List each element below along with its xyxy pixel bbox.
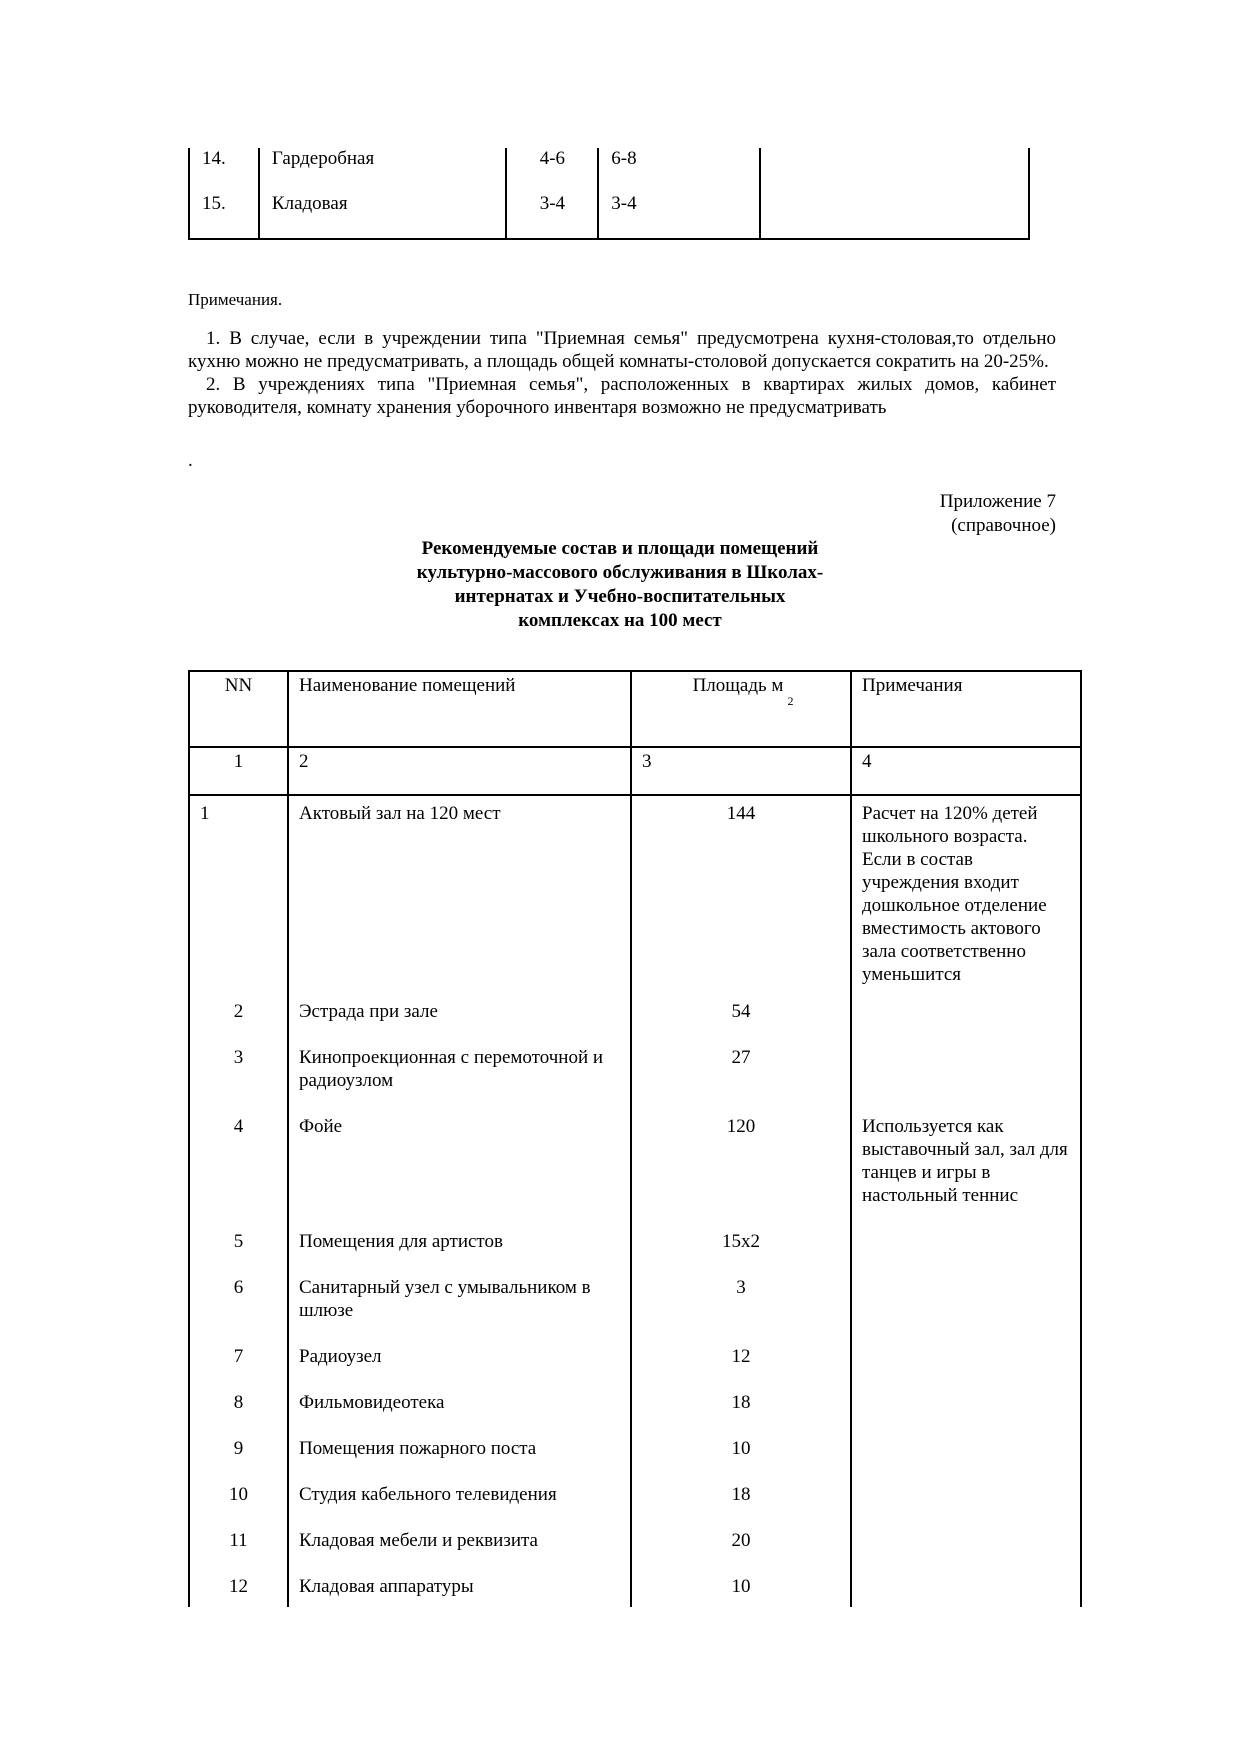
value-b: 3-4 — [598, 193, 760, 239]
value-c — [760, 148, 1029, 193]
room-note — [851, 1343, 1081, 1389]
row-number: 4 — [189, 1113, 288, 1228]
room-name: Фильмовидеотека — [288, 1389, 631, 1435]
room-note — [851, 1527, 1081, 1573]
table-row — [189, 1044, 1081, 1113]
table-row — [189, 1481, 1081, 1527]
room-area: 10 — [631, 1435, 851, 1481]
room-name: Фойе — [288, 1113, 631, 1228]
prev-table-row — [189, 148, 1029, 193]
room-note: Используется как выставочный зал, зал для танцев и игры в настольный теннис — [851, 1113, 1081, 1228]
room-area: 10 — [631, 1573, 851, 1607]
header-notes: Примечания — [851, 671, 1081, 747]
column-number: 3 — [631, 747, 851, 795]
appendix-number: Приложение 7 — [939, 491, 1056, 512]
room-area: 12 — [631, 1343, 851, 1389]
rooms-table — [188, 670, 1082, 1607]
room-note — [851, 1044, 1081, 1113]
room-name: Помещения пожарного поста — [288, 1435, 631, 1481]
note-item: 2. В учреждениях типа "Приемная семья", расположенных в квартирах жилых домов, кабинет руководителя, комнату хранения уборочного инвентаря возможно не предусматривать — [188, 374, 1056, 418]
room-area: 3 — [631, 1274, 851, 1343]
row-number: 1 — [189, 795, 288, 998]
row-number: 11 — [189, 1527, 288, 1573]
header-area-label: Площадь м — [692, 675, 784, 696]
row-number: 9 — [189, 1435, 288, 1481]
notes-title: Примечания. — [188, 290, 283, 309]
value-a: 3-4 — [506, 193, 598, 239]
title-line: Рекомендуемые состав и площади помещений — [421, 538, 819, 559]
header-nn: NN — [189, 671, 288, 747]
value-b: 6-8 — [598, 148, 760, 193]
room-area: 18 — [631, 1389, 851, 1435]
appendix-label — [940, 490, 1056, 538]
table-row — [189, 1527, 1081, 1573]
header-area — [631, 671, 851, 747]
table-header-row — [189, 671, 1081, 747]
row-number: 12 — [189, 1573, 288, 1607]
title-line: комплексах на 100 мест — [518, 610, 722, 631]
room-area: 144 — [631, 795, 851, 998]
room-name: Санитарный узел с умывальником в шлюзе — [288, 1274, 631, 1343]
row-number: 14. — [189, 148, 259, 193]
notes-body — [188, 327, 1056, 419]
prev-table — [188, 148, 1030, 240]
room-name: Актовый зал на 120 мест — [288, 795, 631, 998]
row-number: 7 — [189, 1343, 288, 1389]
room-area: 27 — [631, 1044, 851, 1113]
value-a: 4-6 — [506, 148, 598, 193]
column-numbers-row — [189, 747, 1081, 795]
room-name: Кинопроекционная с перемоточной и радиоузлом — [288, 1044, 631, 1113]
table-row — [189, 1228, 1081, 1274]
column-number: 4 — [851, 747, 1081, 795]
room-name: Кладовая мебели и реквизита — [288, 1527, 631, 1573]
table-row — [189, 1573, 1081, 1607]
room-area: 15x2 — [631, 1228, 851, 1274]
room-note — [851, 1274, 1081, 1343]
table-row — [189, 1435, 1081, 1481]
room-area: 20 — [631, 1527, 851, 1573]
row-number: 2 — [189, 998, 288, 1044]
row-number: 15. — [189, 193, 259, 239]
row-number: 6 — [189, 1274, 288, 1343]
header-area-unit-sup: 2 — [787, 694, 794, 708]
table-row — [189, 1113, 1081, 1228]
room-name: Кладовая аппаратуры — [288, 1573, 631, 1607]
header-name: Наименование помещений — [288, 671, 631, 747]
room-note — [851, 1435, 1081, 1481]
room-name: Радиоузел — [288, 1343, 631, 1389]
appendix-type: (справочное) — [951, 515, 1056, 536]
prev-table-row — [189, 193, 1029, 239]
room-name: Студия кабельного телевидения — [288, 1481, 631, 1527]
room-area: 18 — [631, 1481, 851, 1527]
room-name: Кладовая — [259, 193, 507, 239]
table-row — [189, 1274, 1081, 1343]
title-line: культурно-массового обслуживания в Школах- — [416, 562, 824, 583]
value-c — [760, 193, 1029, 239]
column-number: 2 — [288, 747, 631, 795]
table-row — [189, 998, 1081, 1044]
room-name: Эстрада при зале — [288, 998, 631, 1044]
row-number: 10 — [189, 1481, 288, 1527]
column-number: 1 — [189, 747, 288, 795]
room-note — [851, 1228, 1081, 1274]
room-name: Помещения для артистов — [288, 1228, 631, 1274]
document-title — [370, 537, 870, 633]
table-row — [189, 1343, 1081, 1389]
table-row — [189, 1389, 1081, 1435]
note-item: 1. В случае, если в учреждении типа "Приемная семья" предусмотрена кухня-столовая,то отдельно кухню можно не предусматривать, а площадь общей комнаты-столовой допускается сократить на 20-25%. — [188, 328, 1056, 372]
room-note — [851, 1573, 1081, 1607]
room-area: 120 — [631, 1113, 851, 1228]
row-number: 5 — [189, 1228, 288, 1274]
table-row — [189, 795, 1081, 998]
row-number: 3 — [189, 1044, 288, 1113]
room-note: Расчет на 120% детей школьного возраста. Если в состав учреждения входит дошкольное отделение вместимость актового зала соответственно уменьшится — [851, 795, 1081, 998]
room-note — [851, 998, 1081, 1044]
trailing-dot: . — [188, 450, 193, 471]
room-name: Гардеробная — [259, 148, 507, 193]
title-line: интернатах и Учебно-воспитательных — [454, 586, 786, 607]
room-area: 54 — [631, 998, 851, 1044]
room-note — [851, 1389, 1081, 1435]
row-number: 8 — [189, 1389, 288, 1435]
room-note — [851, 1481, 1081, 1527]
